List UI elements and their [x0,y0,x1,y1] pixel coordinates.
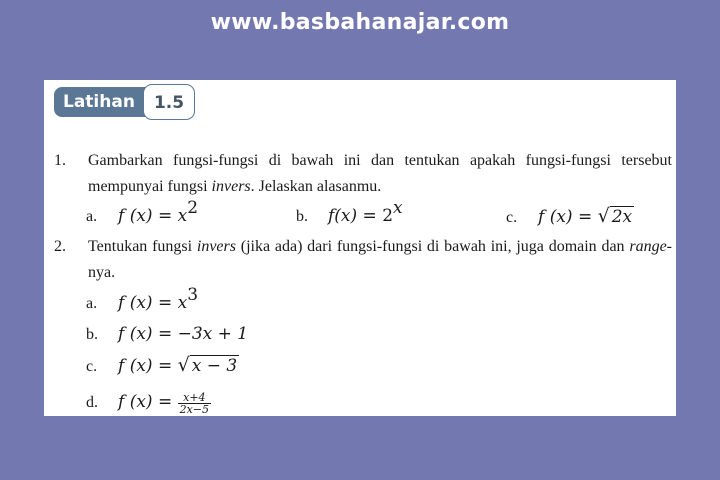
option-label: a. [86,295,98,312]
option-label: d. [86,394,98,411]
function-lhs: f (x) = [118,324,178,344]
option-1a [86,198,199,228]
square-root: √ 2x [597,205,633,227]
option-2a [86,285,199,315]
function-lhs: f (x) = [118,356,178,376]
option-1b [296,198,403,228]
function-lhs: f (x) = [118,293,178,313]
radicand: x − 3 [191,356,238,376]
function-lhs: f (x) = [118,206,178,226]
question-number: 1. [54,152,66,169]
fraction-denominator: 2x−5 [179,402,210,416]
function-lhs: f(x) = [328,206,383,226]
option-label: b. [86,326,98,343]
option-label: a. [86,208,98,225]
function-exponent: 2 [187,198,199,218]
option-2c [86,354,239,378]
function-lhs: f (x) = [118,392,178,412]
function-base: 2 [382,206,394,226]
option-label: c. [506,209,518,226]
function-lhs: f (x) = [538,207,598,227]
option-1c [506,205,634,229]
fraction-numerator: x+4 [178,392,211,404]
badge-number: 1.5 [143,84,195,120]
site-url: www.basbahanajar.com [210,10,510,35]
question-2 [54,234,672,286]
radicand: 2x [611,207,633,227]
option-2d [86,391,211,415]
question-1 [54,148,672,200]
function-base: x [177,206,188,226]
option-label: b. [296,208,308,225]
exercise-badge [54,84,195,120]
option-label: c. [86,358,98,375]
question-text: Tentukan fungsi invers (jika ada) dari fungsi-fungsi di bawah ini, juga domain dan range-nya. [88,238,672,281]
option-2b [86,323,248,346]
function-exponent: x [393,198,403,218]
function-expression: −3x + 1 [177,324,249,344]
function-exponent: 3 [187,285,199,305]
square-root: √ x − 3 [177,354,238,376]
question-number: 2. [54,238,66,255]
function-base: x [177,293,188,313]
question-text: Gambarkan fungsi-fungsi di bawah ini dan tentukan apakah fungsi-fungsi tersebut mempunyai fungsi invers. Jelaskan alasanmu. [88,152,672,195]
exercise-card [44,80,676,416]
badge-label: Latihan [54,87,157,117]
fraction [178,392,211,415]
